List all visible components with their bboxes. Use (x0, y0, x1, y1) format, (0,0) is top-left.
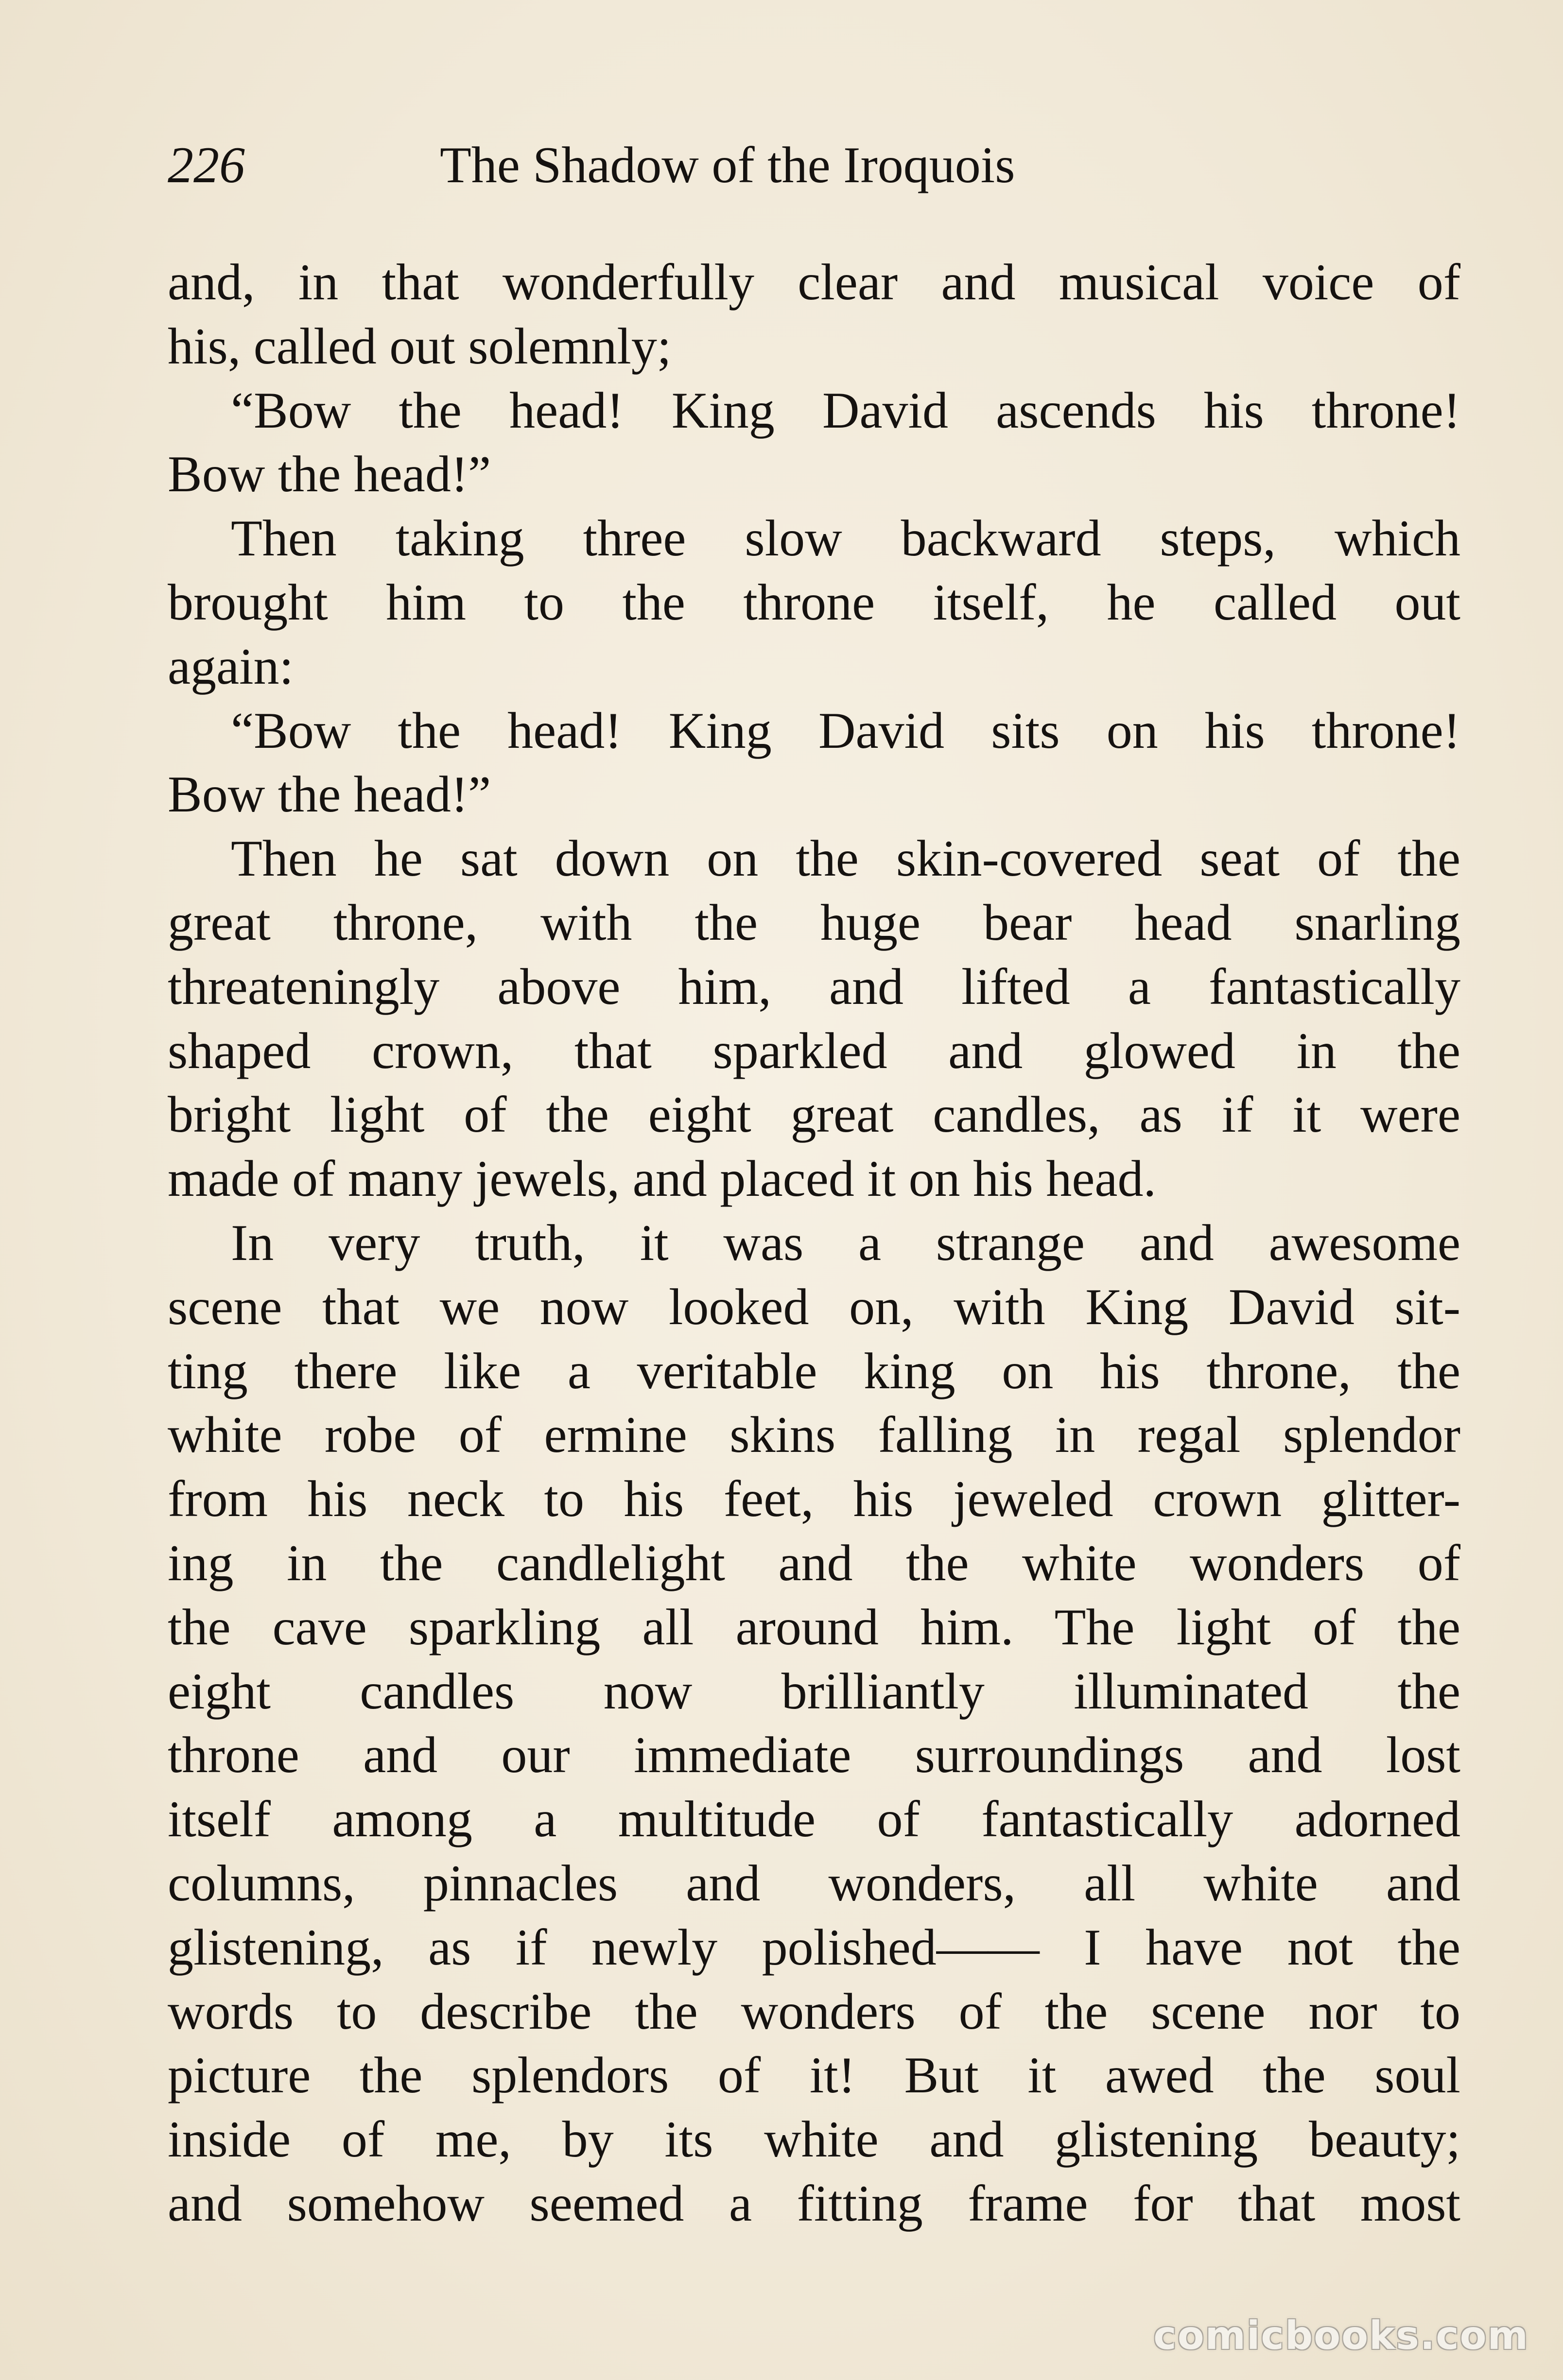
text-line: the cave sparkling all around him. The light of the (168, 1598, 1460, 1656)
text-line: made of many jewels, and placed it on his head. (168, 1150, 1156, 1207)
text-line: columns, pinnacles and wonders, all white and (168, 1854, 1460, 1912)
text-line: itself among a multitude of fantastically adorned (168, 1791, 1460, 1848)
text-line: Then taking three slow backward steps, which (231, 510, 1460, 567)
text-line: Bow the head!” (168, 446, 491, 503)
text-line: scene that we now looked on, with King David sit- (168, 1278, 1460, 1335)
running-title: The Shadow of the Iroquois (440, 137, 1015, 193)
text-line: Then he sat down on the skin-covered seat of the (231, 830, 1460, 887)
text-line: inside of me, by its white and glistening beauty; (168, 2111, 1460, 2168)
text-line: Bow the head!” (168, 766, 491, 823)
text-line: words to describe the wonders of the scene nor to (168, 1983, 1460, 2040)
page-number: 226 (168, 137, 245, 193)
text-line: “Bow the head! King David sits on his throne! (231, 702, 1460, 759)
watermark: comicbooks.com (1153, 2313, 1529, 2358)
text-line: ting there like a veritable king on his throne, the (168, 1342, 1460, 1399)
text-line: glistening, as if newly polished—— I have not the (168, 1918, 1460, 1976)
text-line: threateningly above him, and lifted a fantastically (168, 958, 1460, 1015)
text-line: “Bow the head! King David ascends his throne! (231, 381, 1460, 439)
text-line: again: (168, 638, 294, 695)
text-line: eight candles now brilliantly illuminated the (168, 1662, 1460, 1720)
text-line: and somehow seemed a fitting frame for that most (168, 2174, 1460, 2232)
text-line: ing in the candlelight and the white wonders of (168, 1534, 1460, 1591)
text-line: picture the splendors of it! But it awed the soul (168, 2047, 1460, 2104)
text-line: In very truth, it was a strange and awesome (231, 1214, 1460, 1271)
text-line: bright light of the eight great candles, as if it were (168, 1086, 1460, 1143)
text-line: throne and our immediate surroundings and lost (168, 1726, 1460, 1784)
page-header (168, 131, 1460, 199)
text-line: white robe of ermine skins falling in regal splendor (168, 1406, 1460, 1464)
body-text (168, 250, 1460, 2236)
text-line: and, in that wonderfully clear and musical voice of (168, 254, 1460, 310)
text-line: his, called out solemnly; (168, 317, 672, 375)
text-line: brought him to the throne itself, he called out (168, 573, 1460, 631)
text-line: from his neck to his feet, his jeweled crown glitter- (168, 1470, 1460, 1528)
text-line: shaped crown, that sparkled and glowed in the (168, 1022, 1460, 1079)
text-line: great throne, with the huge bear head snarling (168, 894, 1460, 951)
